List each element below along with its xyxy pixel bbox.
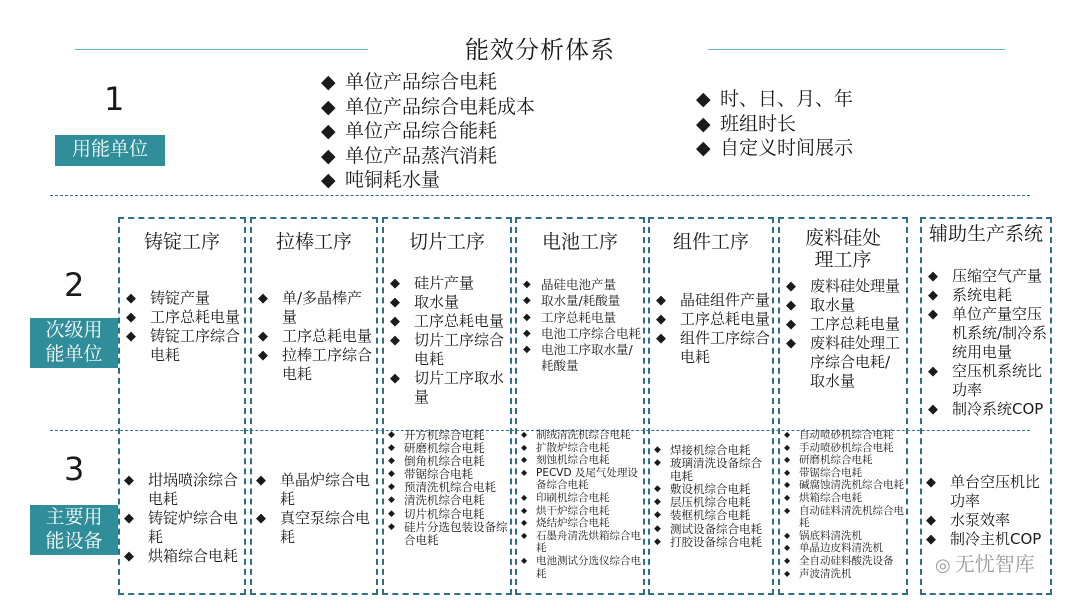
level3-list-item: ◆ 清洗机综合电耗 [388, 494, 508, 507]
level2-list-item: ◆ 电池工序综合电耗 [523, 326, 641, 342]
metric-list-item: ◆ 单位产品综合电耗成本 [321, 95, 621, 120]
level2-list-item: ◆ 系统电耗 [928, 286, 1048, 305]
level2-list-item: ◆ 硅片产量 [390, 274, 508, 293]
level3-list-item: ◆ 倒角机综合电耗 [388, 455, 508, 468]
level3-list-item: ◆ 声波清洗机 [784, 568, 904, 581]
level3-list-item: ◆ 装框机综合电耗 [654, 509, 770, 522]
level3-list-item: ◆ 预清洗机综合电耗 [388, 481, 508, 494]
level3-label-line1: 主要用 [45, 506, 103, 528]
level3-label [30, 505, 118, 555]
level3-list-item: ◆ 带锯综合电耗 [784, 467, 904, 480]
level2-list-item: ◆ 工序总耗电量 [656, 310, 770, 329]
level3-number: 3 [64, 450, 85, 488]
level3-list-item: ◆ 制绒清洗机综合电耗 [521, 429, 641, 442]
level3-list-item: ◆ 水泵效率 [926, 511, 1048, 530]
level3-list-item: ◆ 全自动硅料酸洗设备 [784, 555, 904, 568]
column-level2-list [390, 274, 508, 407]
level3-list-item: ◆ 制冷主机COP [926, 530, 1048, 549]
level2-label-line2: 能单位 [45, 343, 103, 365]
level3-list-item: ◆ 玻璃清洗设备综合电耗 [654, 457, 770, 483]
level2-list-item: ◆ 取水量/耗酸量 [523, 293, 641, 309]
level2-list-item: ◆ 单/多晶棒产量 [258, 289, 374, 327]
level2-label-line1: 次级用 [45, 319, 103, 341]
level3-list-item: ◆ 手动喷砂机综合电耗 [784, 442, 904, 455]
level1-time-list [696, 87, 946, 161]
level3-list-item: ◆ 印刷机综合电耗 [521, 492, 641, 505]
column-level2-list [928, 267, 1048, 419]
level3-list-item: ◆ 自动喷砂机综合电耗 [784, 429, 904, 442]
metric-list-item: ◆ 单位产品综合能耗 [321, 119, 621, 144]
level3-list-item: ◆ PECVD 及尾气处理设备综合电耗 [521, 467, 641, 492]
column-cell [515, 217, 645, 595]
column-title: 组件工序 [672, 231, 749, 253]
column-title: 切片工序 [408, 231, 485, 253]
level3-list-item: ◆ 碱腐蚀清洗机综合电耗 [784, 479, 904, 492]
metric-list-item: ◆ 单位产品蒸汽消耗 [321, 144, 621, 169]
column-level3-list [926, 473, 1048, 549]
level3-list-item: ◆ 刻蚀机综合电耗 [521, 454, 641, 467]
column-level3-list [388, 429, 508, 547]
metric-list-item: ◆ 单位产品综合电耗 [321, 70, 621, 95]
column-waste-silicon [778, 217, 908, 595]
level3-list-item: ◆ 坩埚喷涂综合电耗 [124, 471, 242, 509]
column-level3-list [521, 429, 641, 580]
level3-list-item: ◆ 扩散炉综合电耗 [521, 442, 641, 455]
column-title: 辅助生产系统 [928, 223, 1043, 245]
level2-list-item: ◆ 取水量 [390, 293, 508, 312]
level2-list-item: ◆ 组件工序综合电耗 [656, 329, 770, 367]
level2-list-item: ◆ 拉棒工序综合电耗 [258, 346, 374, 384]
page-title: 能效分析体系 [465, 36, 615, 64]
column-level3-list [654, 444, 770, 549]
column-level2-list [656, 291, 770, 367]
column-title: 废料硅处理工序 [804, 227, 881, 271]
level3-list-item: ◆ 研磨机综合电耗 [784, 454, 904, 467]
level2-list-item: ◆ 空压机系统比功率 [928, 362, 1048, 400]
level3-list-item: ◆ 电池测试分选仪综合电耗 [521, 555, 641, 580]
level1-label: 用能单位 [55, 135, 165, 166]
level3-list-item: ◆ 测试设备综合电耗 [654, 523, 770, 536]
level3-list-item: ◆ 烘箱综合电耗 [124, 547, 242, 566]
watermark-text: 无忧智库 [954, 552, 1035, 576]
level3-label-line2: 能设备 [45, 530, 103, 552]
column-title: 拉棒工序 [275, 231, 352, 253]
level2-list-item: ◆ 晶硅组件产量 [656, 291, 770, 310]
level3-list-item: ◆ 层压机综合电耗 [654, 496, 770, 509]
level3-list-item: ◆ 带锯综合电耗 [388, 468, 508, 481]
level3-list-item: ◆ 单台空压机比功率 [926, 473, 1048, 511]
column-slicing [382, 217, 512, 595]
column-level3-list [124, 471, 242, 566]
level3-list-item: ◆ 硅片分选包装设备综合电耗 [388, 521, 508, 547]
column-level2-list [126, 289, 242, 365]
time-list-item: ◆ 自定义时间展示 [696, 136, 946, 161]
level2-list-item: ◆ 工序总耗电量 [786, 315, 904, 334]
level3-list-item: ◆ 锅底料清洗机 [784, 530, 904, 543]
level3-list-item: ◆ 自动硅料清洗机综合电耗 [784, 505, 904, 530]
watermark [935, 548, 1035, 577]
wechat-icon: ◎ [935, 555, 951, 576]
column-level2-list [523, 277, 641, 375]
column-auxiliary [920, 217, 1052, 595]
level3-list-item: ◆ 铸锭炉综合电耗 [124, 509, 242, 547]
time-list-item: ◆ 时、日、月、年 [696, 87, 946, 112]
level3-list-item: ◆ 研磨机综合电耗 [388, 442, 508, 455]
level2-list-item: ◆ 切片工序取水量 [390, 369, 508, 407]
level3-list-item: ◆ 切片机综合电耗 [388, 508, 508, 521]
level2-list-item: ◆ 电池工序取水量/耗酸量 [523, 342, 641, 375]
column-ingot [118, 217, 246, 595]
level3-list-item: ◆ 开方机综合电耗 [388, 429, 508, 442]
level3-list-item: ◆ 敷设机综合电耗 [654, 483, 770, 496]
column-title: 铸锭工序 [143, 231, 220, 253]
column-level3-list [256, 471, 374, 547]
level2-list-item: ◆ 工序总耗电量 [390, 312, 508, 331]
level2-list-item: ◆ 切片工序综合电耗 [390, 331, 508, 369]
level2-list-item: ◆ 单位产量空压机系统/制冷系统用电量 [928, 305, 1048, 362]
level-divider-1 [50, 195, 1030, 196]
level2-list-item: ◆ 废料硅处理工序综合电耗/取水量 [786, 334, 904, 391]
level2-number: 2 [64, 266, 85, 304]
column-level2-list [258, 289, 374, 384]
level2-list-item: ◆ 压缩空气产量 [928, 267, 1048, 286]
level3-list-item: ◆ 石墨舟清洗烘箱综合电耗 [521, 530, 641, 555]
level2-list-item: ◆ 铸锭工序综合电耗 [126, 327, 242, 365]
level3-list-item: ◆ 单晶边皮料清洗机 [784, 542, 904, 555]
level2-list-item: ◆ 工序总耗电量 [258, 327, 374, 346]
column-level3-list [784, 429, 904, 580]
level2-label [30, 318, 118, 368]
time-list-item: ◆ 班组时长 [696, 112, 946, 137]
level3-list-item: ◆ 烘干炉综合电耗 [521, 505, 641, 518]
level3-list-item: ◆ 焊接机综合电耗 [654, 444, 770, 457]
column-title: 电池工序 [541, 231, 618, 253]
level1-number: 1 [104, 80, 125, 118]
level2-list-item: ◆ 工序总耗电量 [126, 308, 242, 327]
level2-list-item: ◆ 取水量 [786, 296, 904, 315]
level2-list-item: ◆ 工序总耗电量 [523, 310, 641, 326]
level3-list-item: ◆ 烧结炉综合电耗 [521, 517, 641, 530]
column-module [648, 217, 774, 595]
level2-list-item: ◆ 铸锭产量 [126, 289, 242, 308]
level2-list-item: ◆ 制冷系统COP [928, 400, 1048, 419]
level3-list-item: ◆ 烘箱综合电耗 [784, 492, 904, 505]
column-level2-list [786, 277, 904, 391]
metric-list-item: ◆ 吨铜耗水量 [321, 168, 621, 193]
level3-list-item: ◆ 真空泵综合电耗 [256, 509, 374, 547]
column-rod-pulling [250, 217, 378, 595]
level1-metrics-list [321, 70, 621, 193]
level2-list-item: ◆ 废料硅处理量 [786, 277, 904, 296]
level3-list-item: ◆ 打胶设备综合电耗 [654, 536, 770, 549]
level2-list-item: ◆ 晶硅电池产量 [523, 277, 641, 293]
level3-list-item: ◆ 单晶炉综合电耗 [256, 471, 374, 509]
